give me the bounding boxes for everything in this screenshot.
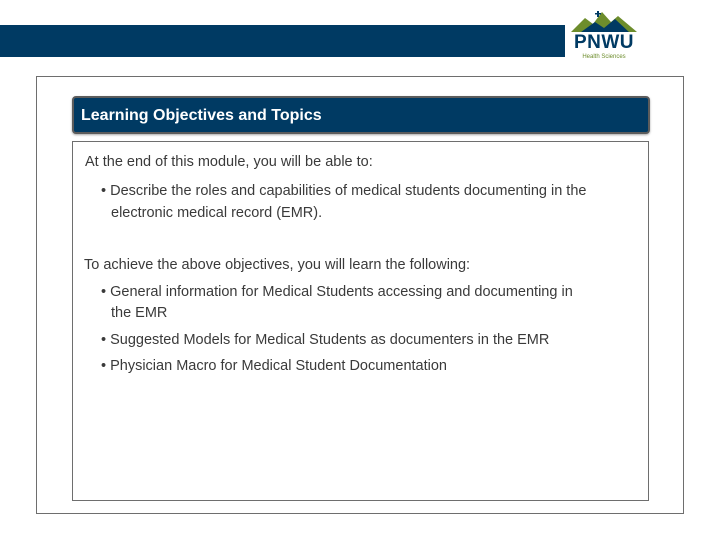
topic-bullet: • Suggested Models for Medical Students as documenters in the EMR	[101, 332, 550, 348]
logo-tagline: Health Sciences	[582, 54, 626, 60]
objectives-intro: At the end of this module, you will be able to:	[85, 154, 373, 170]
topic-bullet-continuation: the EMR	[111, 305, 168, 321]
mountain-logo-icon	[571, 8, 637, 32]
page-title: Learning Objectives and Topics	[81, 107, 322, 124]
section-header	[72, 96, 650, 134]
objective-bullet: • Describe the roles and capabilities of medical students documenting in the	[101, 183, 587, 199]
topic-bullet: • General information for Medical Students accessing and documenting in	[101, 284, 573, 300]
logo-name: PNWU	[573, 32, 635, 53]
topic-bullet: • Physician Macro for Medical Student Documentation	[101, 358, 447, 374]
pnwu-logo	[566, 4, 642, 62]
objective-bullet-continuation: electronic medical record (EMR).	[111, 205, 323, 221]
top-banner	[0, 25, 565, 57]
topics-intro: To achieve the above objectives, you will learn the following:	[84, 257, 471, 273]
